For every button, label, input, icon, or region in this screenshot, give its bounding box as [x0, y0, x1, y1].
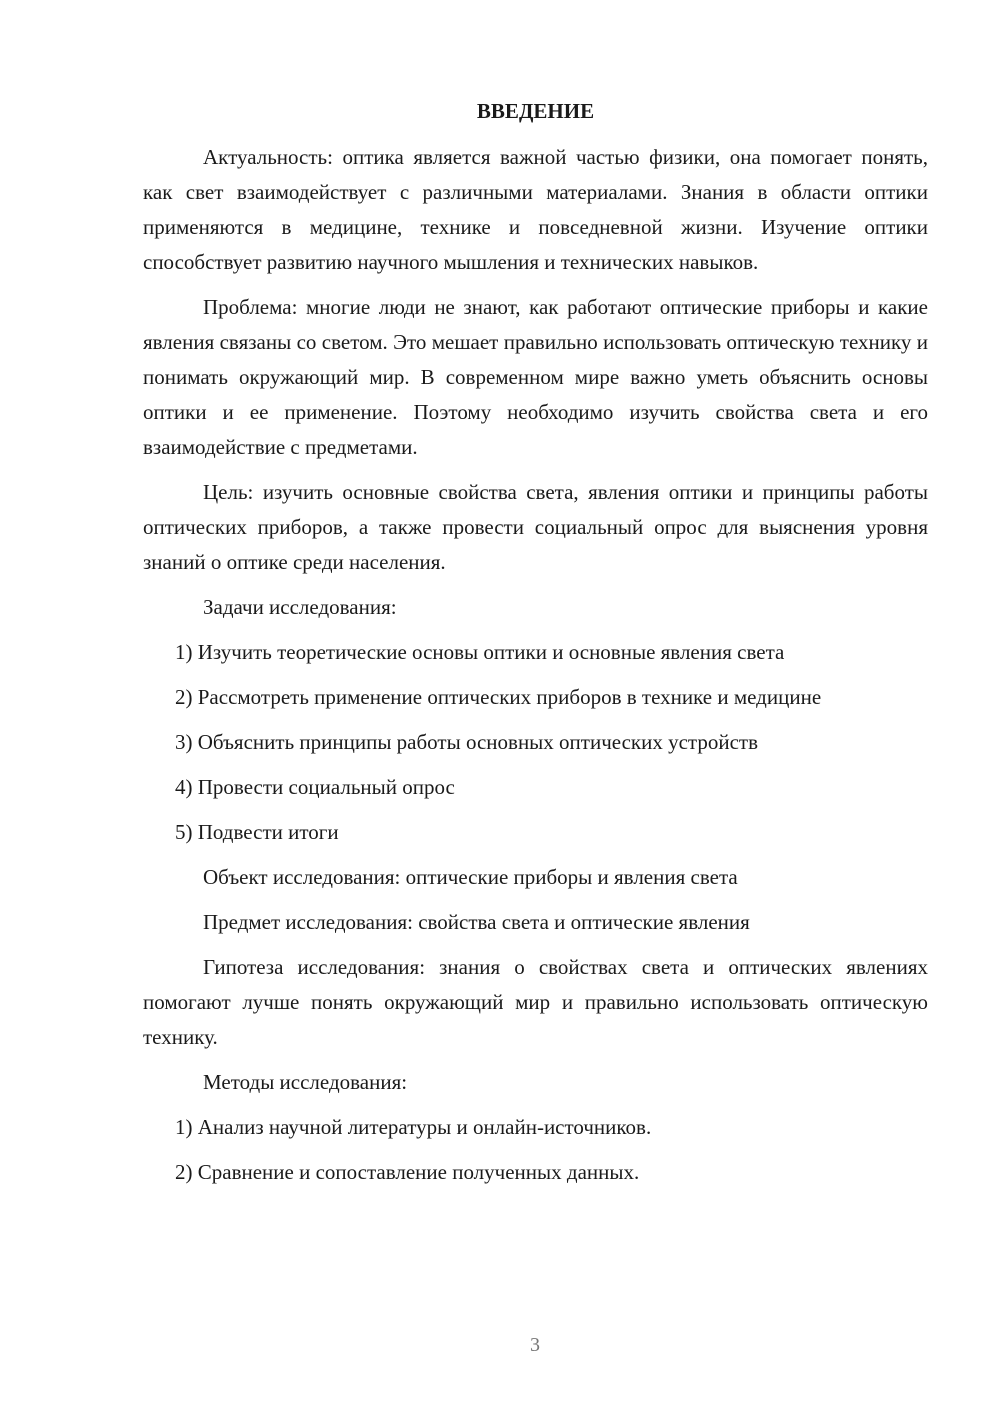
research-object: Объект исследования: оптические приборы и явления света	[203, 865, 738, 889]
task-item-5: 5) Подвести итоги	[175, 820, 339, 844]
document-page	[143, 94, 928, 1200]
task-item-2: 2) Рассмотреть применение оптических приборов в технике и медицине	[175, 685, 822, 709]
task-item-4: 4) Провести социальный опрос	[175, 775, 455, 799]
methods-list	[143, 1110, 928, 1190]
methods-heading: Методы исследования:	[203, 1070, 408, 1094]
relevance-paragraph: Актуальность: оптика является важной частью физики, она помогает понять, как свет взаимодействует с различными материалами. Знания в области оптики применяются в медицине, технике и повседневной жизни. Изучение оптики способствует развитию научного мышления и технических навыков.	[143, 145, 928, 274]
hypothesis-paragraph: Гипотеза исследования: знания о свойствах света и оптических явлениях помогают лучше понять окружающий мир и правильно использовать оптическую технику.	[143, 955, 928, 1049]
page-number: 3	[530, 1334, 540, 1356]
tasks-list	[143, 635, 928, 850]
page-title: ВВЕДЕНИЕ	[476, 99, 595, 123]
research-subject: Предмет исследования: свойства света и оптические явления	[203, 910, 750, 934]
problem-paragraph: Проблема: многие люди не знают, как работают оптические приборы и какие явления связаны со светом. Это мешает правильно использовать оптическую технику и понимать окружающий мир. В современном мире важно уметь объяснить основы оптики и ее применение. Поэтому необходимо изучить свойства света и его взаимодействие с предметами.	[143, 295, 928, 459]
method-item-2: 2) Сравнение и сопоставление полученных данных.	[175, 1160, 640, 1184]
task-item-1: 1) Изучить теоретические основы оптики и основные явления света	[175, 640, 785, 664]
task-item-3: 3) Объяснить принципы работы основных оптических устройств	[175, 730, 759, 754]
tasks-heading: Задачи исследования:	[203, 595, 397, 619]
method-item-1: 1) Анализ научной литературы и онлайн-источников.	[175, 1115, 652, 1139]
goal-paragraph: Цель: изучить основные свойства света, явления оптики и принципы работы оптических приборов, а также провести социальный опрос для выяснения уровня знаний о оптике среди населения.	[143, 480, 928, 574]
